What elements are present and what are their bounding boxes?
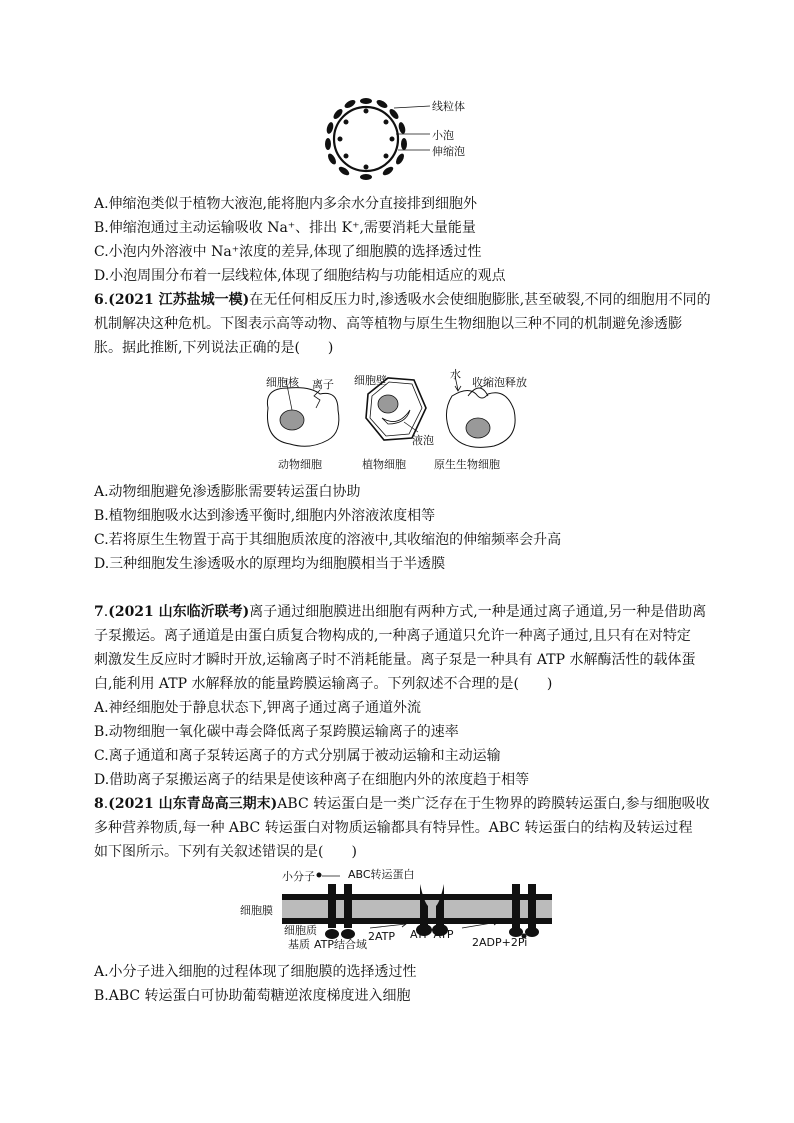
label-matrix: 基质 xyxy=(288,938,310,951)
q7-option-a: A.神经细胞处于静息状态下,钾离子通过离子通道外流 xyxy=(94,700,422,716)
q8-option-a: A.小分子进入细胞的过程体现了细胞膜的选择透过性 xyxy=(94,964,417,980)
label-water: 水 xyxy=(450,368,461,381)
label-2atp: 2ATP xyxy=(368,930,396,943)
label-vacuole: 液泡 xyxy=(412,434,434,447)
contractile-vacuole-diagram xyxy=(318,94,508,184)
figure-abc-transporter xyxy=(240,866,556,956)
q6-stem-text-1: 在无任何相反压力时,渗透吸水会使细胞膨胀,甚至破裂,不同的细胞用不同的 xyxy=(249,292,711,308)
q7-stem-line-4: 白,能利用 ATP 水解释放的能量跨膜运输离子。下列叙述不合理的是( ) xyxy=(94,676,553,692)
q7-option-d: D.借助离子泵搬运离子的结果是使该种离子在细胞内外的浓度趋于相等 xyxy=(94,772,530,788)
q6-number: 6 xyxy=(94,292,104,308)
q8-number: 8 xyxy=(94,796,104,812)
caption-animal-cell: 动物细胞 xyxy=(278,458,322,471)
label-nucleus: 细胞核 xyxy=(266,376,299,389)
label-vacuole-release: 收缩泡释放 xyxy=(472,376,527,389)
q8-stem-text-1: ABC 转运蛋白是一类广泛存在于生物界的跨膜转运蛋白,参与细胞吸收 xyxy=(277,796,710,812)
q8-stem-line-1: 8.(2021 山东青岛高三期末)ABC 转运蛋白是一类广泛存在于生物界的跨膜转运蛋白,参与细胞吸收 xyxy=(94,796,710,812)
label-cell-membrane: 细胞膜 xyxy=(240,904,273,917)
q7-stem-line-3: 刺激发生反应时才瞬时开放,运输离子时不消耗能量。离子泵是一种具有 ATP 水解酶活性的载体蛋 xyxy=(94,652,696,668)
q6-stem-line-2: 机制解决这种危机。下图表示高等动物、高等植物与原生生物细胞以三种不同的机制避免渗透膨 xyxy=(94,316,682,332)
q8-option-b: B.ABC 转运蛋白可协助葡萄糖逆浓度梯度进入细胞 xyxy=(94,988,411,1004)
label-abc-transporter: ABC转运蛋白 xyxy=(348,868,415,881)
q7-option-c: C.离子通道和离子泵转运离子的方式分别属于被动运输和主动运输 xyxy=(94,748,501,764)
q7-source: (2021 山东临沂联考) xyxy=(108,604,250,620)
q5-option-b: B.伸缩泡通过主动运输吸收 Na⁺、排出 K⁺,需要消耗大量能量 xyxy=(94,220,476,236)
q5-option-a: A.伸缩泡类似于植物大液泡,能将胞内多余水分直接排到细胞外 xyxy=(94,196,478,212)
figure-three-cells xyxy=(258,366,528,476)
q6-option-d: D.三种细胞发生渗透吸水的原理均为细胞膜相当于半透膜 xyxy=(94,556,446,572)
q7-stem-line-2: 子泵搬运。离子通道是由蛋白质复合物构成的,一种离子通道只允许一种离子通过,且只有在对特定 xyxy=(94,628,691,644)
caption-plant-cell: 植物细胞 xyxy=(362,458,406,471)
label-atp-atp: ATP ATP xyxy=(410,928,454,941)
q6-option-b: B.植物细胞吸水达到渗透平衡时,细胞内外溶液浓度相等 xyxy=(94,508,436,524)
label-contractile-vacuole: 伸缩泡 xyxy=(432,145,465,158)
q8-stem-line-3: 如下图所示。下列有关叙述错误的是( ) xyxy=(94,844,357,860)
label-cytoplasm: 细胞质 xyxy=(284,924,317,937)
q6-stem-line-3: 胀。据此推断,下列说法正确的是( ) xyxy=(94,340,334,356)
figure-contractile-vacuole xyxy=(318,94,508,184)
caption-protist-cell: 原生生物细胞 xyxy=(434,458,500,471)
label-vesicle: 小泡 xyxy=(432,129,454,142)
q6-source: (2021 江苏盐城一模) xyxy=(108,292,250,308)
q8-source: (2021 山东青岛高三期末) xyxy=(108,796,278,812)
q7-option-b: B.动物细胞一氧化碳中毒会降低离子泵跨膜运输离子的速率 xyxy=(94,724,459,740)
q8-stem-line-2: 多种营养物质,每一种 ABC 转运蛋白对物质运输都具有特异性。ABC 转运蛋白的结构及转运过程 xyxy=(94,820,693,836)
label-cell-wall: 细胞壁 xyxy=(354,374,387,387)
q6-stem-line-1: 6.(2021 江苏盐城一模)在无任何相反压力时,渗透吸水会使细胞膨胀,甚至破裂,不同的细胞用不同的 xyxy=(94,292,711,308)
q6-option-c: C.若将原生生物置于高于其细胞质浓度的溶液中,其收缩泡的伸缩频率会升高 xyxy=(94,532,562,548)
label-adp: 2ADP+2Pi xyxy=(472,936,528,949)
q5-option-d: D.小泡周围分布着一层线粒体,体现了细胞结构与功能相适应的观点 xyxy=(94,268,506,284)
q7-stem-line-1: 7.(2021 山东临沂联考)离子通过细胞膜进出细胞有两种方式,一种是通过离子通道,另一种是借助离 xyxy=(94,604,707,620)
q6-option-a: A.动物细胞避免渗透膨胀需要转运蛋白协助 xyxy=(94,484,361,500)
label-small-molecule: 小分子 xyxy=(282,870,315,883)
q7-number: 7 xyxy=(94,604,104,620)
label-ion: 离子 xyxy=(312,378,334,391)
label-mitochondria: 线粒体 xyxy=(432,100,465,113)
label-atp-domain: ATP结合域 xyxy=(314,938,368,951)
q7-stem-text-1: 离子通过细胞膜进出细胞有两种方式,一种是通过离子通道,另一种是借助离 xyxy=(249,604,707,620)
q5-option-c: C.小泡内外溶液中 Na⁺浓度的差异,体现了细胞膜的选择透过性 xyxy=(94,244,482,260)
